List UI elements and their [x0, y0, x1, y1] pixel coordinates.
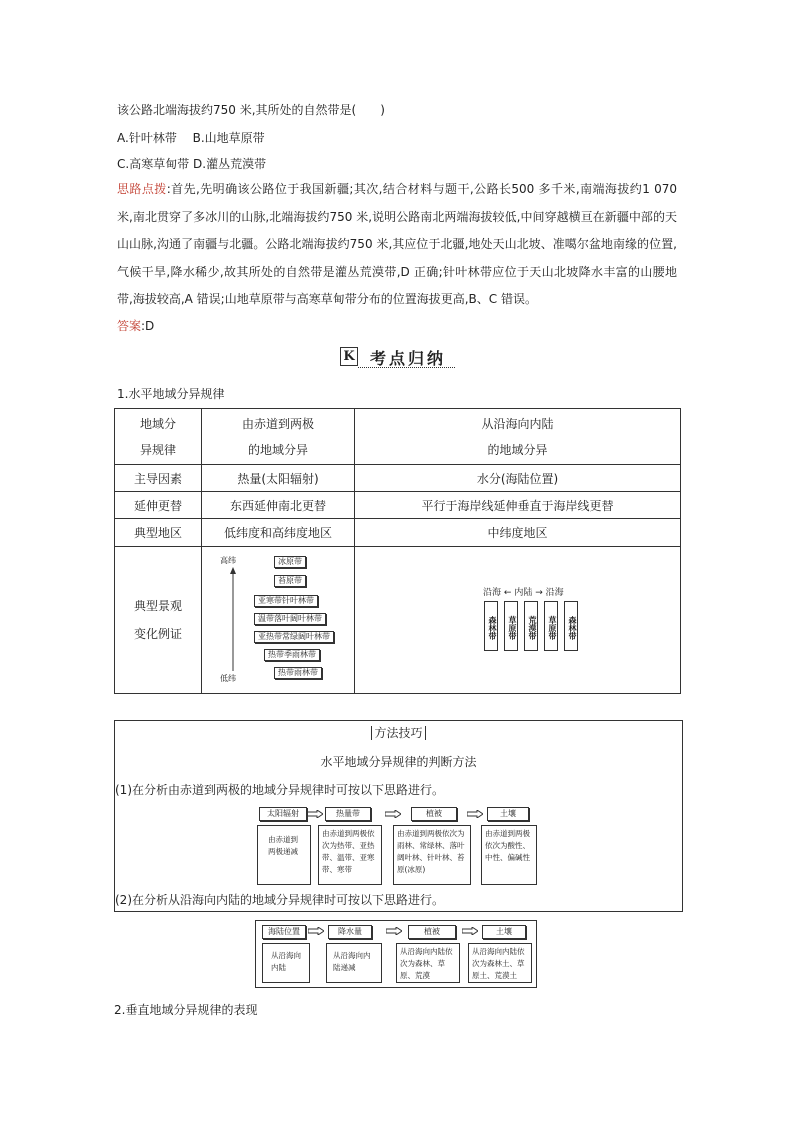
band-tundra: 苔原带: [274, 575, 306, 587]
flow2-body-location: 从沿海向内陆: [262, 943, 310, 983]
arrow-right-icon: [385, 810, 401, 818]
latitude-arrow-icon: [228, 567, 238, 671]
col-desert: 荒漠带: [524, 601, 538, 651]
flow1-head-soil: 土壤: [487, 807, 529, 821]
low-latitude-label: 低纬: [220, 674, 236, 683]
coast-inland-diagram: [355, 547, 680, 693]
question-options-ab: A.针叶林带 B.山地草原带: [117, 131, 265, 145]
method-step2: (2)在分析从沿海向内陆的地域分异规律时可按以下思路进行。: [115, 893, 445, 907]
hint-text: :首先,先明确该公路位于我国新疆;其次,结合材料与题干,公路长500 多千米,南端海拔约1 070 米,南北贯穿了多冰川的山脉,北端海拔约750 米,说明公路南北两端海拔较低,中间穿越横亘在新疆中部的天山山脉,沟通了南疆与北疆。公路北端海拔约750 米,其应位于北疆,地处天山北坡、准噶尔盆地南缘的位置,气候干旱,降水稀少,故其所处的自然带是灌丛荒漠带,D 正确;针叶林带应位于天山北坡降水丰富的山腰地带,海拔较高,A 错误;山地草原带与高寒草甸带分布的位置海拔更高,B、C 错误。: [117, 182, 677, 306]
method-subtitle: 水平地域分异规律的判断方法: [320, 755, 477, 769]
col-forest-right: 森林带: [564, 601, 578, 651]
flow1-head-heatzone: 热量带: [325, 807, 371, 821]
latitude-zonation-diagram: [202, 547, 354, 693]
flow1-head-radiation: 太阳辐射: [259, 807, 307, 821]
horizontal-zonation-table: [114, 408, 681, 694]
table-row-example: [115, 547, 681, 694]
flow2-head-precipitation: 降水量: [328, 925, 372, 939]
flow1-body-radiation: 由赤道到两极递减: [257, 825, 311, 885]
flow1-body-heatzone: 由赤道到两极依次为热带、亚热带、温带、亚寒带、寒带: [318, 825, 382, 885]
flow2-head-soil: 土壤: [482, 925, 526, 939]
flow2-head-location: 海陆位置: [262, 925, 306, 939]
section2-title: 2.垂直地域分异规律的表现: [114, 1003, 258, 1017]
flow1-head-vegetation: 植被: [411, 807, 457, 821]
flow2-body-precipitation: 从沿海向内陆递减: [326, 943, 382, 983]
flow2-body-soil: 从沿海向内陆依次为森林土、草原土、荒漠土: [468, 943, 532, 983]
method-box: [114, 720, 683, 912]
header-cell-latitudinal: 由赤道到两极 的地域分异: [202, 409, 355, 465]
hint-paragraph: [117, 176, 677, 314]
banner-title: 考点归纳: [370, 349, 447, 368]
col-grassland-right: 草原带: [544, 601, 558, 651]
band-subtropical-evergreen: 亚热带常绿阔叶林带: [254, 631, 334, 643]
question-stem: 该公路北端海拔约750 米,其所处的自然带是( ): [117, 103, 385, 117]
section-banner: [340, 344, 455, 368]
flow2-head-vegetation: 植被: [408, 925, 456, 939]
flow2-body-vegetation: 从沿海向内陆依次为森林、草原、荒漠: [396, 943, 460, 983]
arrow-right-icon: [307, 810, 323, 818]
coast-direction-label: 沿海 ← 内陆 → 沿海: [483, 588, 564, 598]
flow1-body-vegetation: 由赤道到两极依次为雨林、常绿林、落叶阔叶林、针叶林、苔原(冰原): [393, 825, 471, 885]
arrow-right-icon: [386, 927, 402, 935]
banner-underline: [358, 367, 455, 368]
arrow-right-icon: [462, 927, 478, 935]
header-cell-longitudinal: 从沿海向内陆 的地域分异: [355, 409, 681, 465]
band-tropical-rainforest: 热带雨林带: [274, 667, 322, 679]
hint-label: 思路点拨: [117, 182, 167, 196]
band-taiga: 亚寒带针叶林带: [254, 595, 318, 607]
table-row: 主导因素 热量(太阳辐射) 水分(海陆位置): [115, 465, 681, 492]
answer-value: :D: [141, 319, 155, 333]
answer-label: 答案: [117, 319, 142, 333]
flow1-body-soil: 由赤道到两极依次为酸性、中性、偏碱性: [481, 825, 537, 885]
coast-chart-cell: [355, 547, 681, 694]
latitude-chart-cell: [202, 547, 355, 694]
table-row: 延伸更替 东西延伸南北更替 平行于海岸线延伸垂直于海岸线更替: [115, 492, 681, 519]
method-step1: (1)在分析由赤道到两极的地域分异规律时可按以下思路进行。: [115, 783, 445, 797]
table-row: 典型地区 低纬度和高纬度地区 中纬度地区: [115, 519, 681, 547]
method-title: 方法技巧: [115, 724, 682, 741]
header-cell-type: 地域分 异规律: [115, 409, 202, 465]
flow2-frame: [255, 920, 537, 988]
col-forest-left: 森林带: [484, 601, 498, 651]
k-icon: K: [340, 347, 358, 366]
example-label: 典型景观 变化例证: [115, 547, 202, 694]
answer-line: [117, 318, 154, 334]
high-latitude-label: 高纬: [220, 556, 236, 565]
band-temperate-deciduous: 温带落叶阔叶林带: [254, 613, 326, 625]
question-options-cd: C.高寒草甸带 D.灌丛荒漠带: [117, 157, 267, 171]
section1-title: 1.水平地域分异规律: [117, 387, 225, 401]
arrow-right-icon: [467, 810, 483, 818]
col-grassland-left: 草原带: [504, 601, 518, 651]
arrow-right-icon: [308, 927, 324, 935]
band-ice: 冰原带: [274, 556, 306, 568]
band-tropical-monsoon: 热带季雨林带: [264, 649, 320, 661]
